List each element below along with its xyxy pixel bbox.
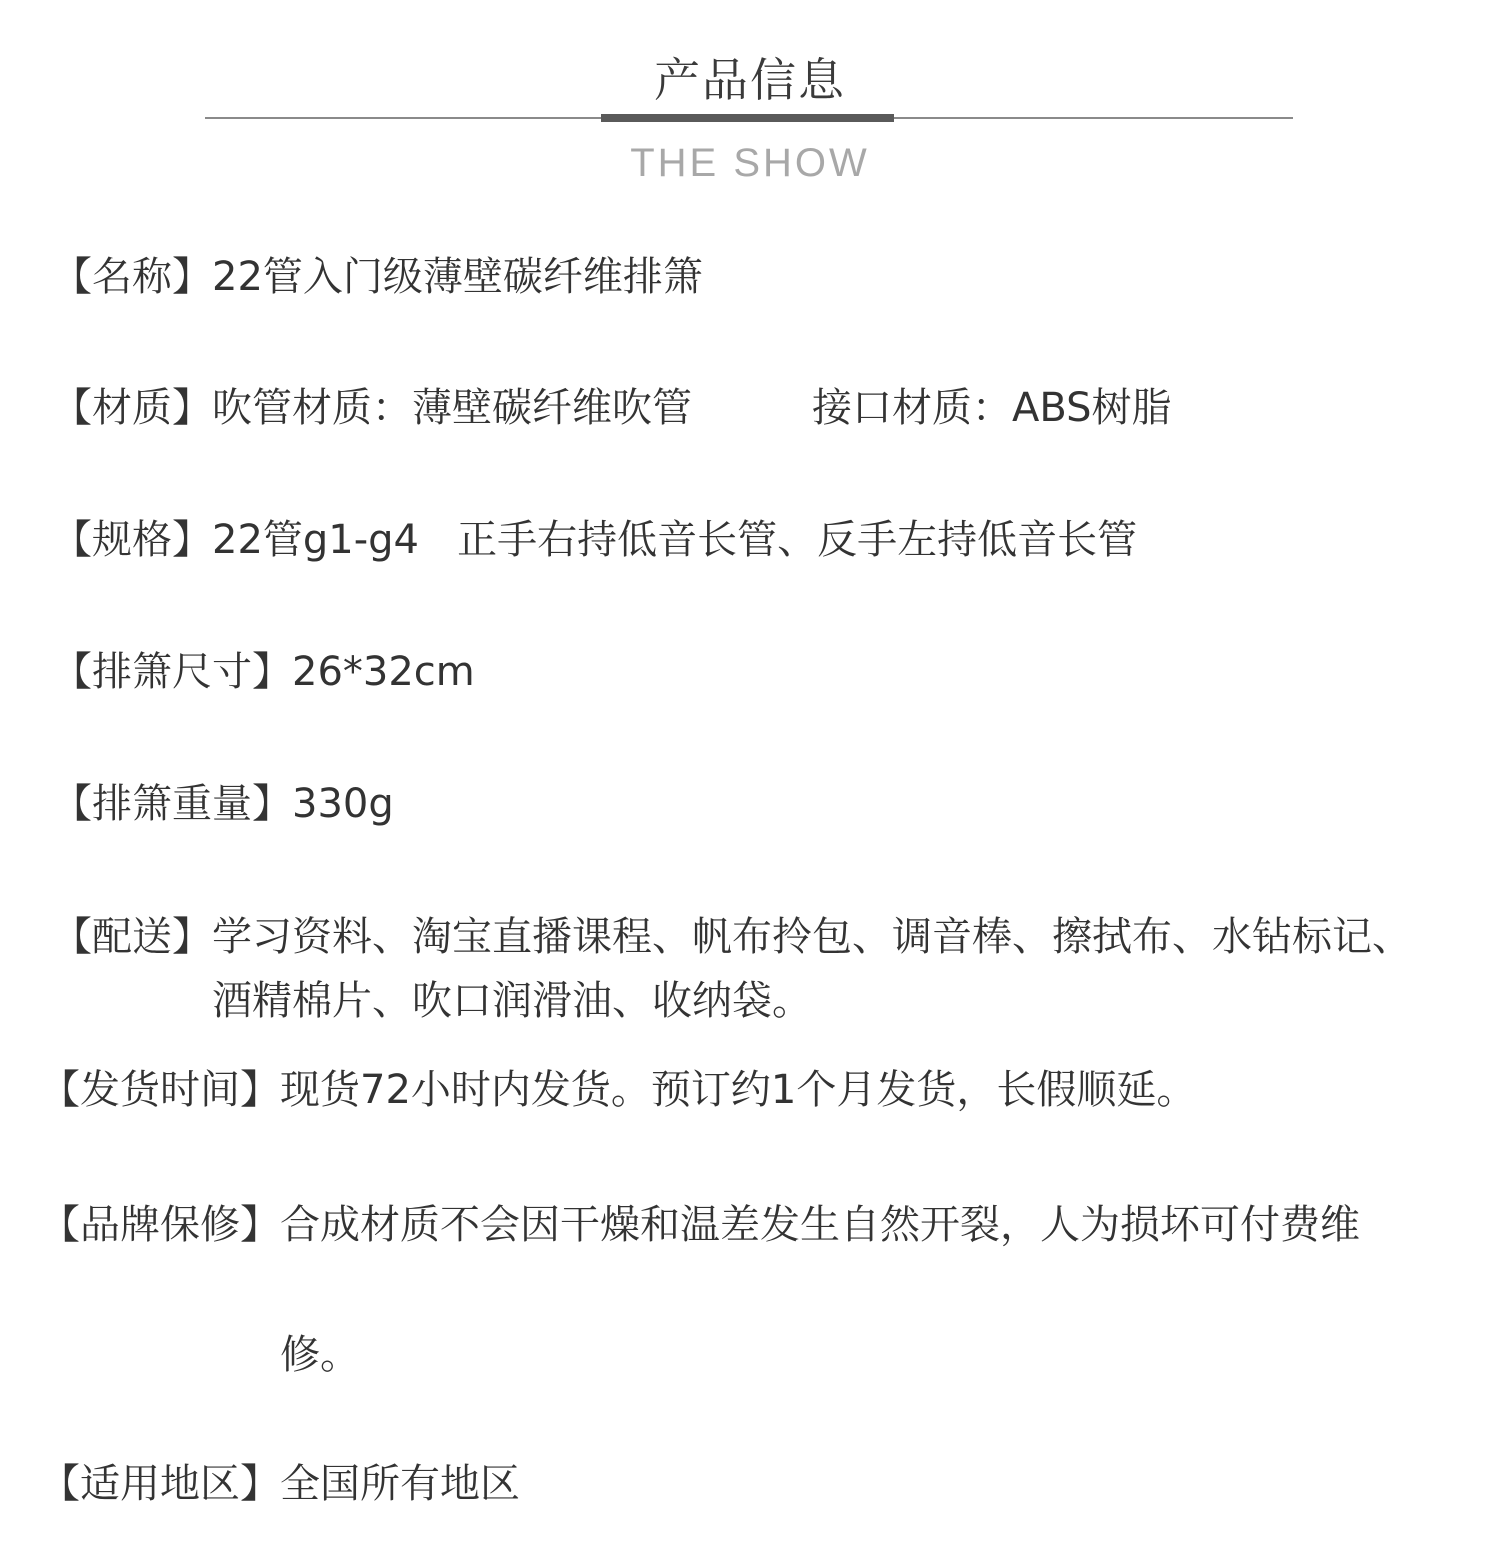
row-value: 学习资料、淘宝直播课程、帆布拎包、调音棒、擦拭布、水钻标记、酒精棉片、吹口润滑油、收纳袋。 xyxy=(212,914,1412,1024)
row-value: 吹管材质：薄壁碳纤维吹管 xyxy=(212,385,692,431)
row-value: 合成材质不会因干燥和温差发生自然开裂，人为损坏可付费维修。 xyxy=(280,1202,1360,1378)
header-divider-accent xyxy=(601,114,894,122)
row-value: 26*32cm xyxy=(292,649,475,695)
row-value: 22管g1-g4 正手右持低音长管、反手左持低音长管 xyxy=(212,517,1138,563)
info-row-size xyxy=(52,640,475,704)
info-row-name xyxy=(52,245,703,309)
row-value: 全国所有地区 xyxy=(280,1461,520,1507)
row-value: 330g xyxy=(292,781,394,827)
page-subtitle: THE SHOW xyxy=(630,141,870,185)
page-title: 产品信息 xyxy=(654,53,846,107)
row-label: 【规格】 xyxy=(52,517,212,563)
row-label: 【发货时间】 xyxy=(40,1067,280,1113)
row-label: 【材质】 xyxy=(52,385,212,431)
row-label: 【适用地区】 xyxy=(40,1461,280,1507)
row-value: 现货72小时内发货。预订约1个月发货，长假顺延。 xyxy=(280,1067,1197,1113)
row-label: 【排箫尺寸】 xyxy=(52,649,292,695)
info-row-warranty xyxy=(40,1160,1430,1420)
info-row-spec xyxy=(52,508,1137,572)
row-value: 22管入门级薄壁碳纤维排箫 xyxy=(212,254,703,300)
info-row-shipping-time xyxy=(40,1058,1196,1122)
row-label: 【配送】 xyxy=(52,914,212,960)
info-row-weight xyxy=(52,772,394,836)
row-label: 【排箫重量】 xyxy=(52,781,292,827)
info-row-region xyxy=(40,1452,520,1516)
info-row-material xyxy=(52,376,1172,440)
row-label: 【名称】 xyxy=(52,254,212,300)
row-label: 【品牌保修】 xyxy=(40,1202,280,1248)
row-value-secondary: 接口材质：ABS树脂 xyxy=(812,385,1172,431)
info-row-delivery xyxy=(52,905,1412,1033)
